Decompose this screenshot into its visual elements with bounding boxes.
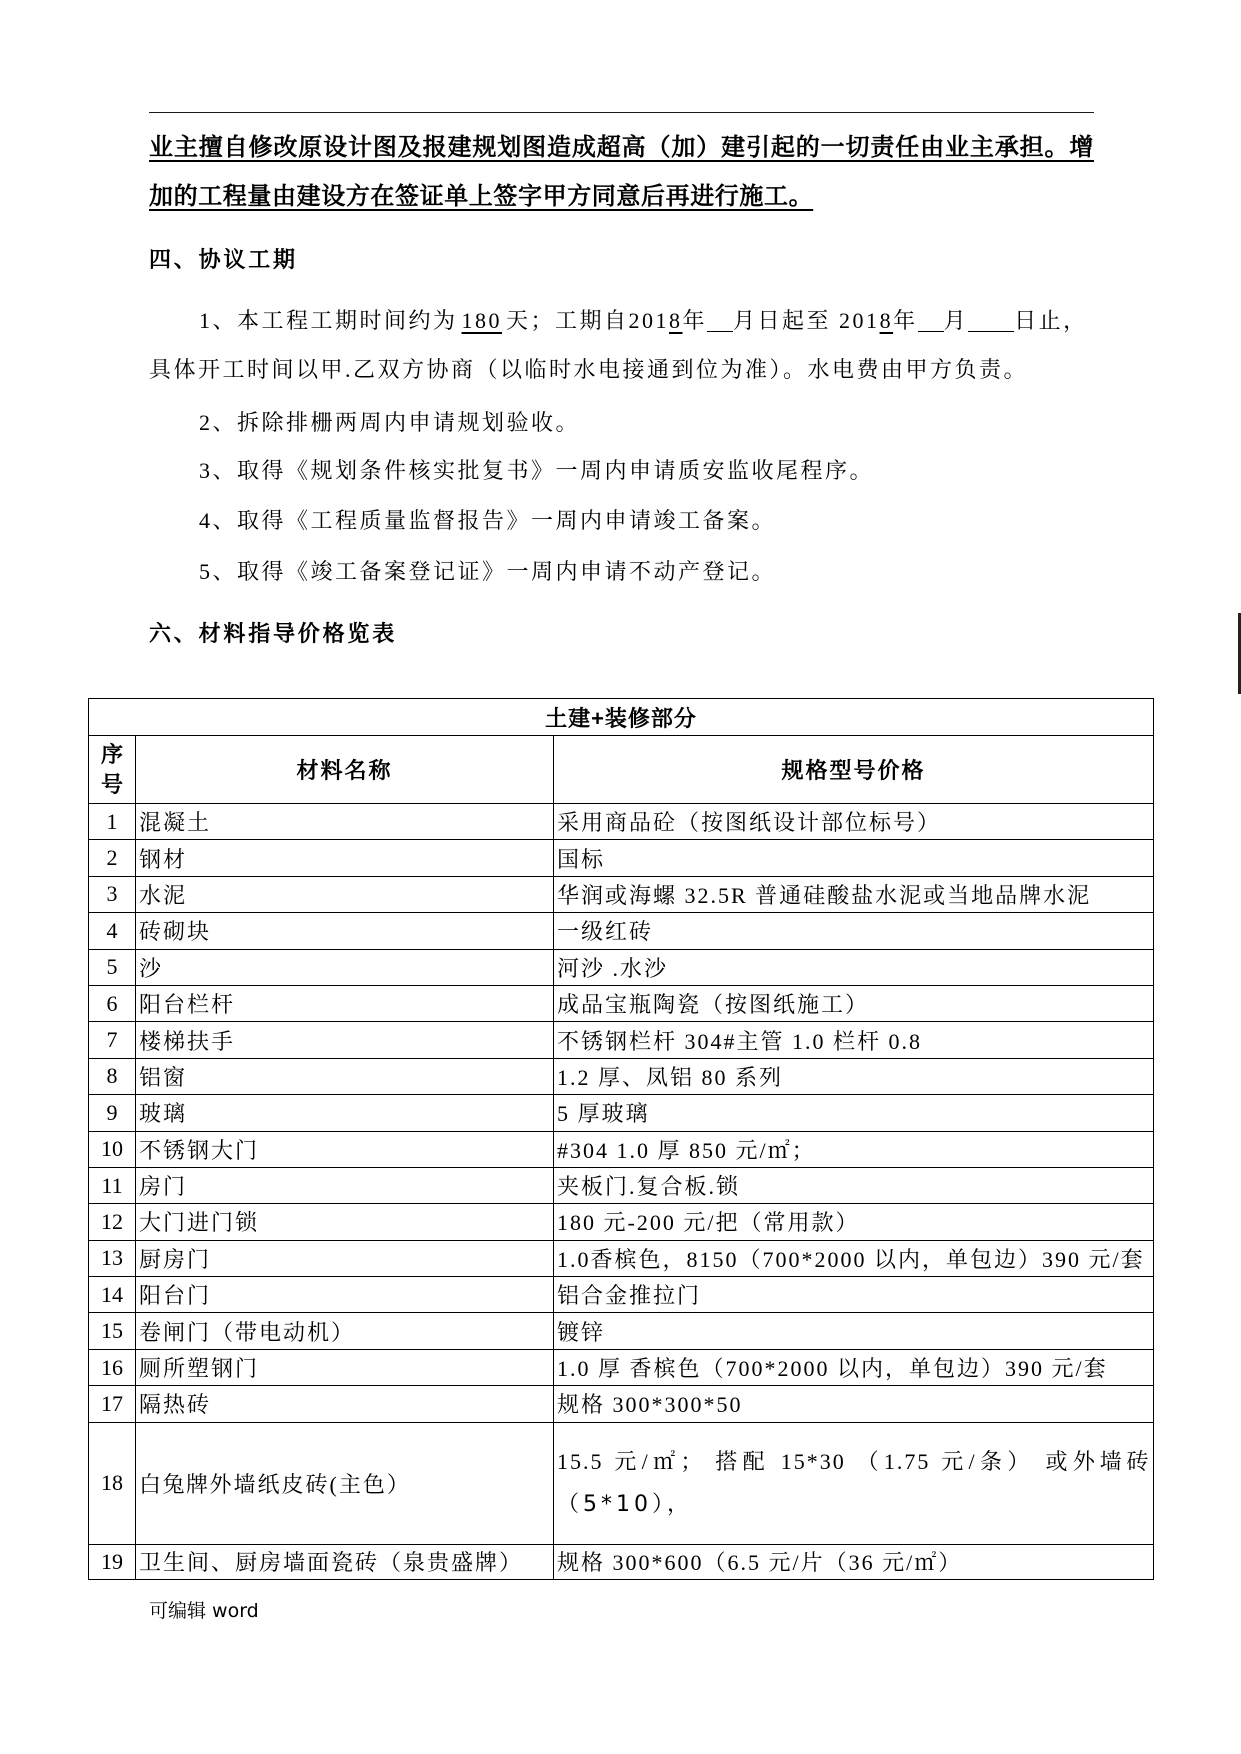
editable-word-footer: 可编辑 word — [149, 1600, 259, 1622]
year-digit: 8 — [879, 308, 894, 333]
blank-end-day — [968, 309, 1014, 332]
table-row — [89, 1422, 1154, 1544]
owner-liability-notice-line-2: 加的工程量由建设方在签证单上签字甲方同意后再进行施工。 — [149, 183, 814, 210]
row-number-cell: 18 — [89, 1422, 136, 1544]
year-digit: 8 — [669, 308, 683, 333]
spec-price-cell: 夹板门.复合板.锁 — [554, 1167, 1154, 1203]
table-row — [89, 1277, 1154, 1313]
material-name-cell — [136, 1422, 554, 1544]
spec-price-cell: 采用商品砼（按图纸设计部位标号） — [554, 804, 1154, 840]
spec-price-cell: 镀锌 — [554, 1313, 1154, 1349]
column-header-number — [89, 736, 136, 804]
row-number-cell: 13 — [89, 1240, 136, 1276]
schedule-text: 日止， — [1014, 308, 1088, 333]
table-row — [89, 1313, 1154, 1349]
material-name-cell: 沙 — [136, 949, 554, 985]
spec-price-cell: 铝合金推拉门 — [554, 1277, 1154, 1313]
column-header-material-name: 材料名称 — [136, 736, 554, 804]
schedule-text: 年 — [682, 308, 708, 333]
brand-name: 白兔牌 — [139, 1472, 210, 1498]
table-row — [89, 840, 1154, 876]
header-rule — [149, 112, 1094, 113]
material-price-table — [88, 698, 1154, 1580]
table-row — [89, 1131, 1154, 1167]
row-number-cell: 6 — [89, 985, 136, 1021]
spec-price-cell — [554, 1422, 1154, 1544]
table-row — [89, 1022, 1154, 1058]
row-number-cell: 12 — [89, 1204, 136, 1240]
row-number-cell: 15 — [89, 1313, 136, 1349]
table-row — [89, 1167, 1154, 1203]
blank-end-month — [918, 309, 944, 332]
spec-price-cell: 1.0 厚 香槟色（700*2000 以内，单包边）390 元/套 — [554, 1349, 1154, 1385]
table-row — [89, 913, 1154, 949]
material-name-cell: 砖砌块 — [136, 913, 554, 949]
table-row — [89, 1349, 1154, 1385]
row-number-cell: 7 — [89, 1022, 136, 1058]
material-name-cell: 阳台栏杆 — [136, 985, 554, 1021]
spec-price-cell: 规格 300*600（6.5 元/片（36 元/㎡） — [554, 1544, 1154, 1579]
spec-price-cell: 规格 300*300*50 — [554, 1386, 1154, 1422]
duration-days: 180 — [461, 308, 503, 333]
spec-price-cell: 国标 — [554, 840, 1154, 876]
material-name-cell: 厕所塑钢门 — [136, 1349, 554, 1385]
schedule-text: 天；工期自201 — [506, 308, 670, 333]
table-header-row — [89, 736, 1154, 804]
column-header-spec-price: 规格型号价格 — [554, 736, 1154, 804]
schedule-item-4: 4、取得《工程质量监督报告》一周内申请竣工备案。 — [199, 508, 777, 533]
row-number-cell: 1 — [89, 804, 136, 840]
schedule-item-1-line-2: 具体开工时间以甲.乙双方协商（以临时水电接通到位为准）。水电费由甲方负责。 — [149, 357, 1029, 382]
blank-start-month — [707, 309, 733, 332]
row-number-cell: 5 — [89, 949, 136, 985]
row-number-cell: 14 — [89, 1277, 136, 1313]
spec-price-cell: 河沙 .水沙 — [554, 949, 1154, 985]
material-name-cell: 阳台门 — [136, 1277, 554, 1313]
table-row — [89, 1095, 1154, 1131]
owner-liability-notice-line-1: 业主擅自修改原设计图及报建规划图造成超高（加）建引起的一切责任由业主承担。增 — [149, 134, 1094, 161]
material-name-cell: 铝窗 — [136, 1058, 554, 1094]
schedule-text: 年 — [893, 308, 918, 333]
table-row — [89, 949, 1154, 985]
spec-price-cell: #304 1.0 厚 850 元/㎡； — [554, 1131, 1154, 1167]
row-number-cell: 16 — [89, 1349, 136, 1385]
spec-price-cell: 一级红砖 — [554, 913, 1154, 949]
row-number-cell: 4 — [89, 913, 136, 949]
material-name-cell: 楼梯扶手 — [136, 1022, 554, 1058]
spec-price-cell: 180 元-200 元/把（常用款） — [554, 1204, 1154, 1240]
row-number-cell: 17 — [89, 1386, 136, 1422]
material-name-cell: 房门 — [136, 1167, 554, 1203]
row-number-cell: 2 — [89, 840, 136, 876]
material-name-cell: 玻璃 — [136, 1095, 554, 1131]
table-row — [89, 1544, 1154, 1579]
material-name-cell: 大门进门锁 — [136, 1204, 554, 1240]
row-number-cell: 11 — [89, 1167, 136, 1203]
spec-price-cell: 1.0香槟色，8150（700*2000 以内，单包边）390 元/套 — [554, 1240, 1154, 1276]
spec-alternative-product: 外墙砖 — [1072, 1449, 1150, 1475]
schedule-item-3: 3、取得《规划条件核实批复书》一周内申请质安监收尾程序。 — [199, 458, 875, 483]
section-heading-material-prices: 六、材料指导价格览表 — [149, 621, 398, 646]
schedule-text: 月日起至 201 — [733, 308, 880, 333]
material-name-cell: 厨房门 — [136, 1240, 554, 1276]
table-row — [89, 1240, 1154, 1276]
spec-price-cell: 成品宝瓶陶瓷（按图纸施工） — [554, 985, 1154, 1021]
table-title-row — [89, 699, 1154, 736]
spec-line-1 — [557, 1441, 1150, 1484]
row-number-cell: 8 — [89, 1058, 136, 1094]
row-number-cell: 3 — [89, 876, 136, 912]
spec-line-2: （5*10）， — [557, 1491, 693, 1517]
material-name-cell: 卫生间、厨房墙面瓷砖（泉贵盛牌） — [136, 1544, 554, 1579]
schedule-text: 1、本工程工期时间约为 — [199, 308, 458, 333]
row-number-cell: 19 — [89, 1544, 136, 1579]
spec-price-cell: 5 厚玻璃 — [554, 1095, 1154, 1131]
row-number-cell: 9 — [89, 1095, 136, 1131]
table-row — [89, 1058, 1154, 1094]
table-title: 土建+装修部分 — [89, 699, 1154, 736]
material-name-cell: 卷闸门（带电动机） — [136, 1313, 554, 1349]
schedule-item-2: 2、拆除排栅两周内申请规划验收。 — [199, 410, 581, 435]
schedule-item-5: 5、取得《竣工备案登记证》一周内申请不动产登记。 — [199, 559, 777, 584]
table-row — [89, 1386, 1154, 1422]
table-row — [89, 876, 1154, 912]
material-name-cell: 不锈钢大门 — [136, 1131, 554, 1167]
spec-price-cell: 华润或海螺 32.5R 普通硅酸盐水泥或当地品牌水泥 — [554, 876, 1154, 912]
material-name-cell: 混凝土 — [136, 804, 554, 840]
row-number-cell: 10 — [89, 1131, 136, 1167]
material-name-cell: 隔热砖 — [136, 1386, 554, 1422]
material-name-cell: 水泥 — [136, 876, 554, 912]
schedule-text: 月 — [943, 308, 969, 333]
column-header-number-label: 序号 — [100, 741, 123, 797]
material-name: 外墙纸皮砖(主色） — [209, 1471, 411, 1497]
schedule-item-1-line-1 — [199, 303, 1088, 339]
table-row — [89, 1204, 1154, 1240]
table-row — [89, 985, 1154, 1021]
spec-text: 15.5 元/㎡； 搭配 15*30 （1.75 元/条） 或 — [557, 1448, 1073, 1474]
material-name-cell: 钢材 — [136, 840, 554, 876]
section-heading-schedule: 四、协议工期 — [149, 247, 298, 272]
spec-price-cell: 不锈钢栏杆 304#主管 1.0 栏杆 0.8 — [554, 1022, 1154, 1058]
table-row — [89, 804, 1154, 840]
spec-price-cell: 1.2 厚、凤铝 80 系列 — [554, 1058, 1154, 1094]
